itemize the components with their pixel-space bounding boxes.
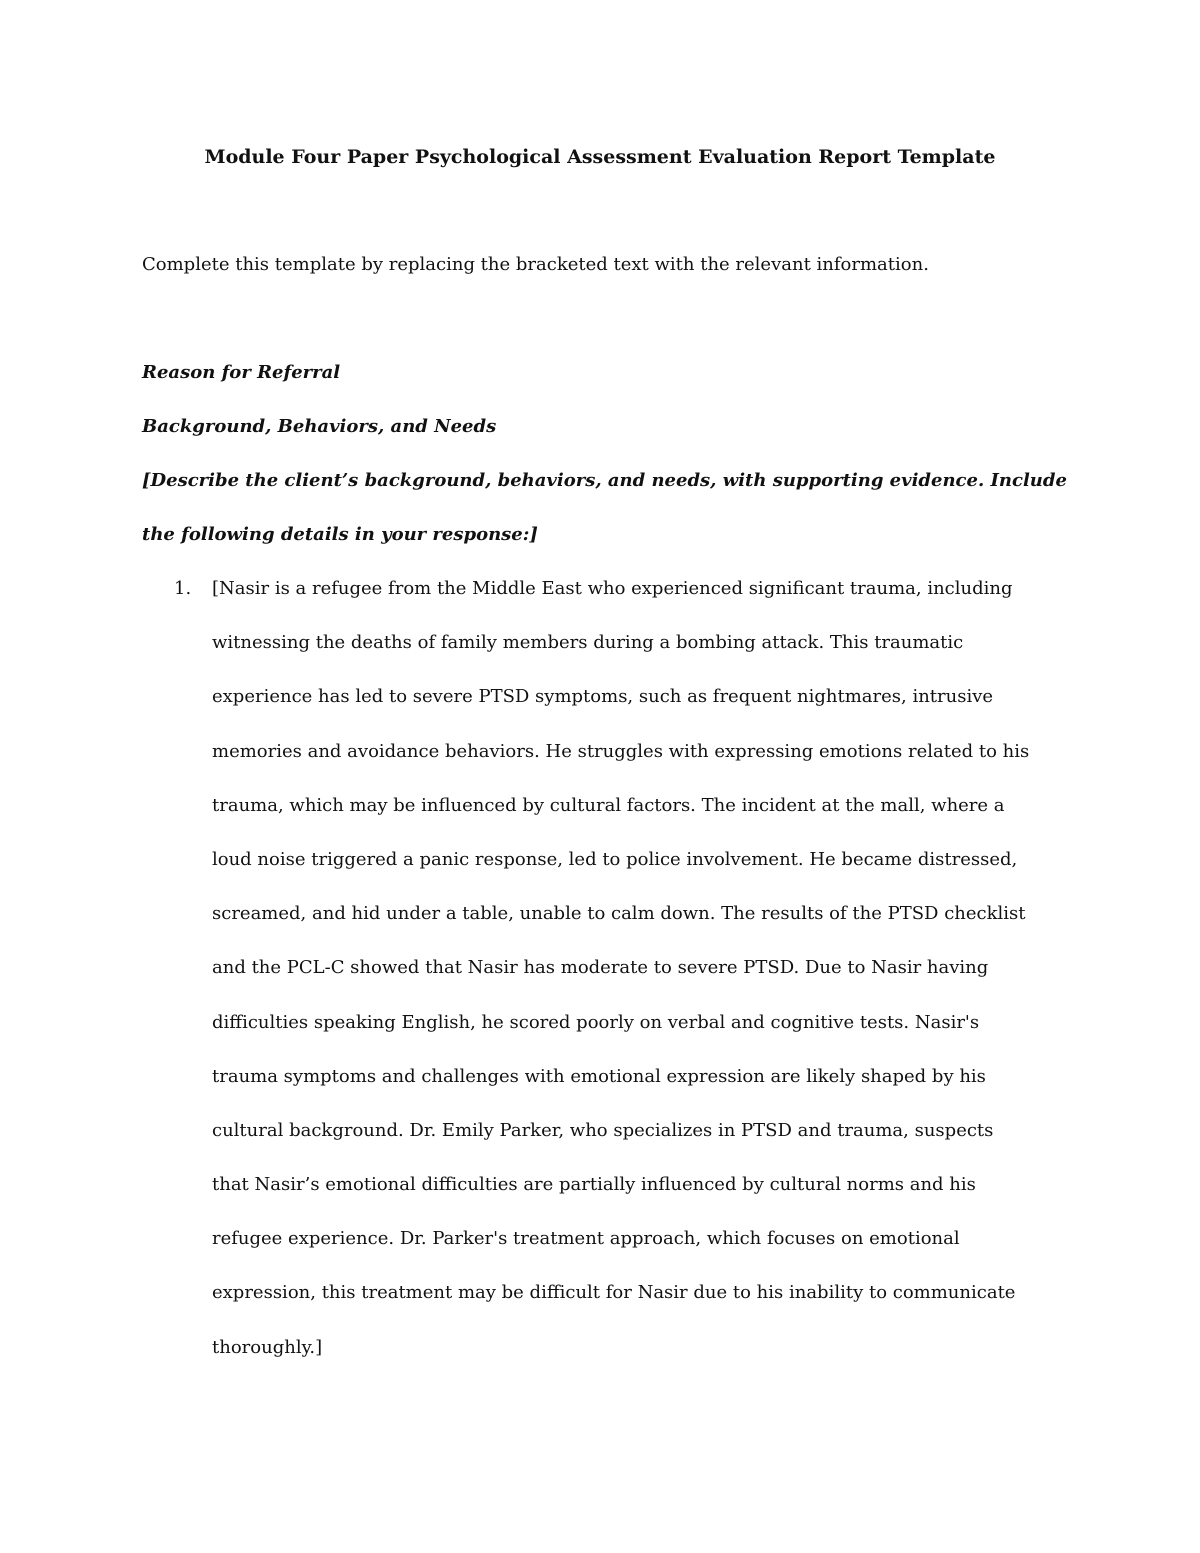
list-item-line: trauma symptoms and challenges with emotional expression are likely shaped by his	[212, 1065, 986, 1087]
list-item-line: refugee experience. Dr. Parker's treatment approach, which focuses on emotional	[212, 1228, 960, 1250]
list-item-line: cultural background. Dr. Emily Parker, who specializes in PTSD and trauma, suspects	[212, 1119, 994, 1141]
heading-reason-for-referral: Reason for Referral	[142, 362, 341, 383]
list-item-line: screamed, and hid under a table, unable to calm down. The results of the PTSD checklist	[212, 903, 1026, 925]
instruction-text: Complete this template by replacing the bracketed text with the relevant information.	[142, 254, 929, 275]
list-item-line: thoroughly.]	[212, 1336, 323, 1358]
list-item-line: difficulties speaking English, he scored poorly on verbal and cognitive tests. Nasir's	[212, 1011, 980, 1033]
list-item-line: loud noise triggered a panic response, led to police involvement. He became distressed,	[212, 848, 1018, 870]
list-item-line: witnessing the deaths of family members during a bombing attack. This traumatic	[212, 632, 964, 654]
list-item-number: 1.	[174, 578, 192, 599]
list-item-line: expression, this treatment may be difficult for Nasir due to his inability to communicate	[212, 1282, 1016, 1304]
document-title: Module Four Paper Psychological Assessment Evaluation Report Template	[204, 146, 996, 168]
list-item	[212, 574, 1072, 1387]
list-item-line: that Nasir’s emotional difficulties are partially influenced by cultural norms and his	[212, 1174, 976, 1196]
prompt-line-2: the following details in your response:]	[142, 524, 538, 545]
list-item-line: experience has led to severe PTSD symptoms, such as frequent nightmares, intrusive	[212, 686, 994, 708]
prompt-line-1: [Describe the client’s background, behaviors, and needs, with supporting evidence. Include	[142, 470, 1067, 491]
list-item-line: memories and avoidance behaviors. He struggles with expressing emotions related to his	[212, 740, 1030, 762]
list-item-line: trauma, which may be influenced by cultural factors. The incident at the mall, where a	[212, 794, 1005, 816]
list-item-line: [Nasir is a refugee from the Middle East who experienced significant trauma, including	[212, 578, 1013, 599]
heading-background-behaviors-needs: Background, Behaviors, and Needs	[142, 416, 497, 437]
list-item-line: and the PCL-C showed that Nasir has moderate to severe PTSD. Due to Nasir having	[212, 957, 989, 979]
